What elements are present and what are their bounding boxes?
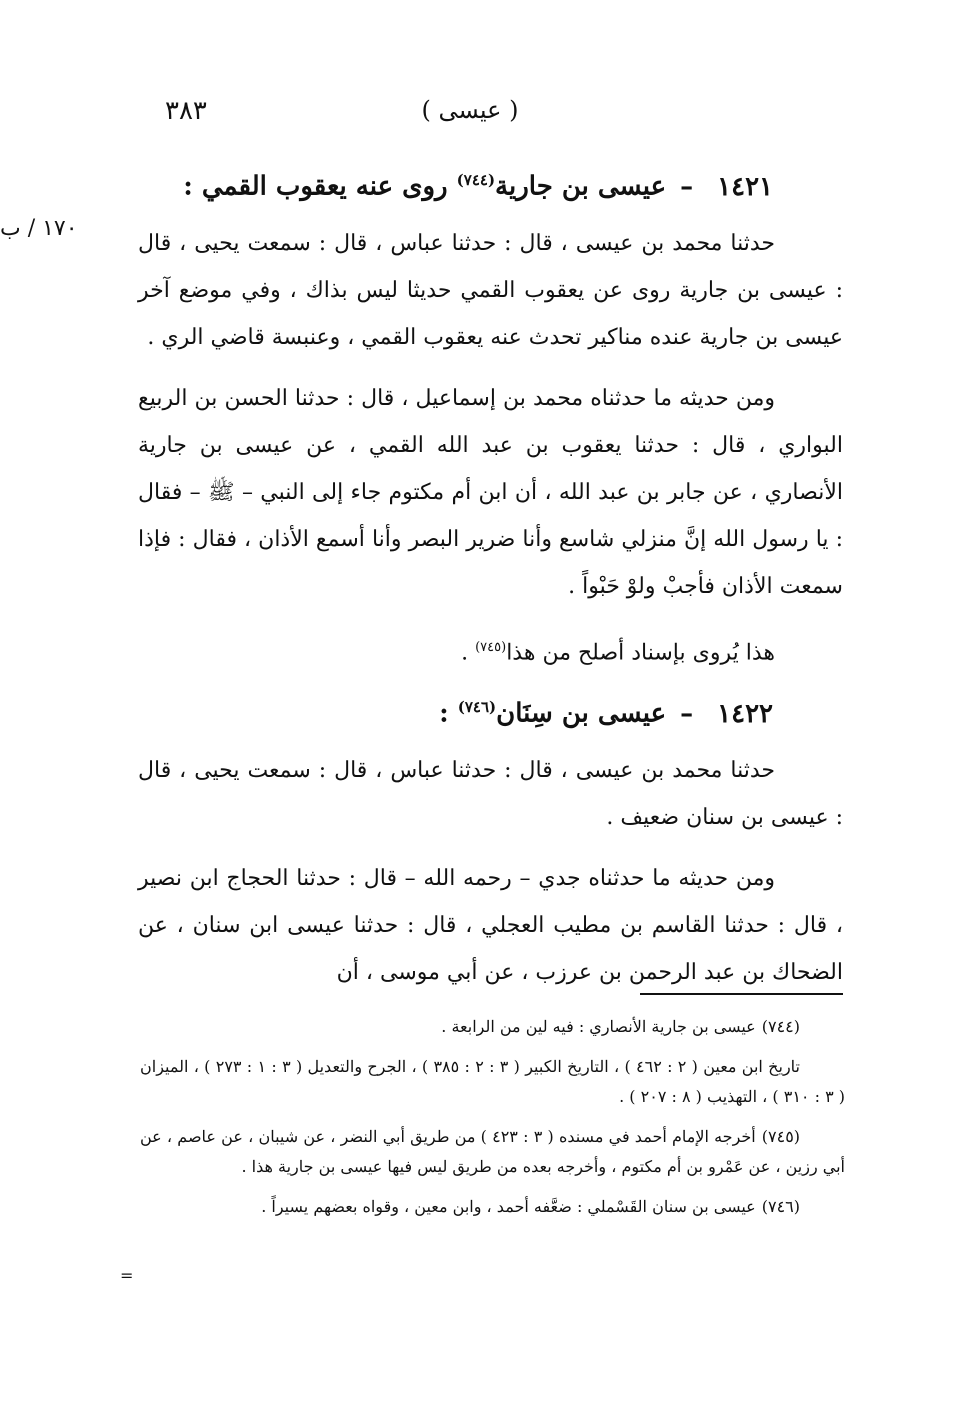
entry-dash: – (680, 171, 694, 202)
footnote-745 (140, 1122, 845, 1182)
running-head: ( عيسى ) (421, 96, 519, 124)
entry-name: عيسى بن سِنَان (496, 698, 667, 729)
footnote-ref: (٧٤٤) (456, 171, 496, 189)
paragraph: ومن حديثه ما حدثناه محمد بن إسماعيل ، قال : حدثنا الحسن بن الربيع البواري ، قال : حدثنا يعقوب بن عبد الله القمي ، عن عيسى بن جارية الأنصاري ، عن جابر بن عبد الله ، أن ابن أم مكتوم جاء إلى النبي – ﷺ – فقال : يا رسول الله إنَّ منزلي شاسع وأنا ضرير البصر وأنا أسمع الأذان ، فقال : فإذا سمعت الأذان فأجبْ ولوْ حَبْواً . (138, 385, 843, 599)
footnote-text: أخرجه الإمام أحمد في مسنده ( ٣ : ٤٢٣ ) من طريق أبي النضر ، عن شيبان ، عن عاصم ، عن أبي رزين ، عن عَمْرو بن أم مكتوم ، وأخرجه بعده من طريق ليس فيها عيسى بن جارية هذا . (140, 1127, 845, 1176)
paragraph-text: هذا يُروى بإسناد أصلح من هذا (506, 639, 775, 665)
footnote-number: (٧٤٦) (761, 1197, 800, 1216)
paragraph (138, 624, 843, 676)
margin-mark: = (120, 1266, 134, 1285)
footnote-number: (٧٤٤) (761, 1017, 800, 1036)
entry-heading-1422 (138, 682, 843, 739)
entry-heading-1421 (138, 155, 843, 212)
footnote-divider (640, 993, 843, 995)
entry-dash: – (680, 698, 694, 729)
entry-heading-rest: روى عنه يعقوب القمي : (183, 171, 448, 202)
entry-name: عيسى بن جارية (495, 171, 667, 202)
footnote-number: (٧٤٥) (761, 1127, 801, 1146)
entry-number: ١٤٢١ (717, 171, 773, 202)
main-text (138, 155, 843, 996)
entry-number: ١٤٢٢ (717, 698, 773, 729)
paragraph-end: . (461, 639, 476, 665)
footnote-text: عيسى بن سنان القَسْملي : ضعَّفه أحمد ، وابن معين ، وقواه بعضهم يسيراً . (261, 1197, 756, 1216)
footnote-text: عيسى بن جارية الأنصاري : فيه لين من الرابعة . (441, 1017, 756, 1036)
footnote-ref: (٧٤٥) (475, 639, 507, 655)
footnotes (140, 1012, 845, 1232)
footnote-744 (140, 1012, 845, 1042)
entry-heading-rest: : (439, 698, 449, 729)
footnote-746 (140, 1192, 845, 1222)
page-number: ٣٨٣ (165, 96, 207, 126)
footnote-ref: (٧٤٦) (457, 697, 497, 716)
margin-note: ١٧٠ / ب (0, 216, 78, 241)
paragraph: حدثنا محمد بن عيسى ، قال : حدثنا عباس ، قال : سمعت يحيى ، قال : عيسى بن جارية روى عن يعقوب القمي حديثا ليس بذاك ، وفي موضع آخر عيسى بن جارية عنده مناكير تحدث عنه يعقوب القمي ، وعنبسة قاضي الري . (138, 230, 843, 350)
paragraph: حدثنا محمد بن عيسى ، قال : حدثنا عباس ، قال : سمعت يحيى ، قال : عيسى بن سنان ضعيف . (138, 757, 843, 830)
paragraph: ومن حديثه ما حدثناه جدي – رحمه الله – قال : حدثنا الحجاج ابن نصير ، قال : حدثنا القاسم بن مطيب العجلي ، قال : حدثنا عيسى ابن سنان ، عن الضحاك بن عبد الرحمن بن عرزب ، عن أبي موسى ، أن (138, 865, 843, 985)
footnote-744-sources: تاريخ ابن معين ( ٢ : ٤٦٢ ) ، التاريخ الكبير ( ٣ : ٢ : ٣٨٥ ) ، الجرح والتعديل ( ٣ : ١ : ٢٧٣ ) ، الميزان ( ٣ : ٣١٠ ) ، التهذيب ( ٨ : ٢٠٧ ) . (140, 1057, 845, 1106)
